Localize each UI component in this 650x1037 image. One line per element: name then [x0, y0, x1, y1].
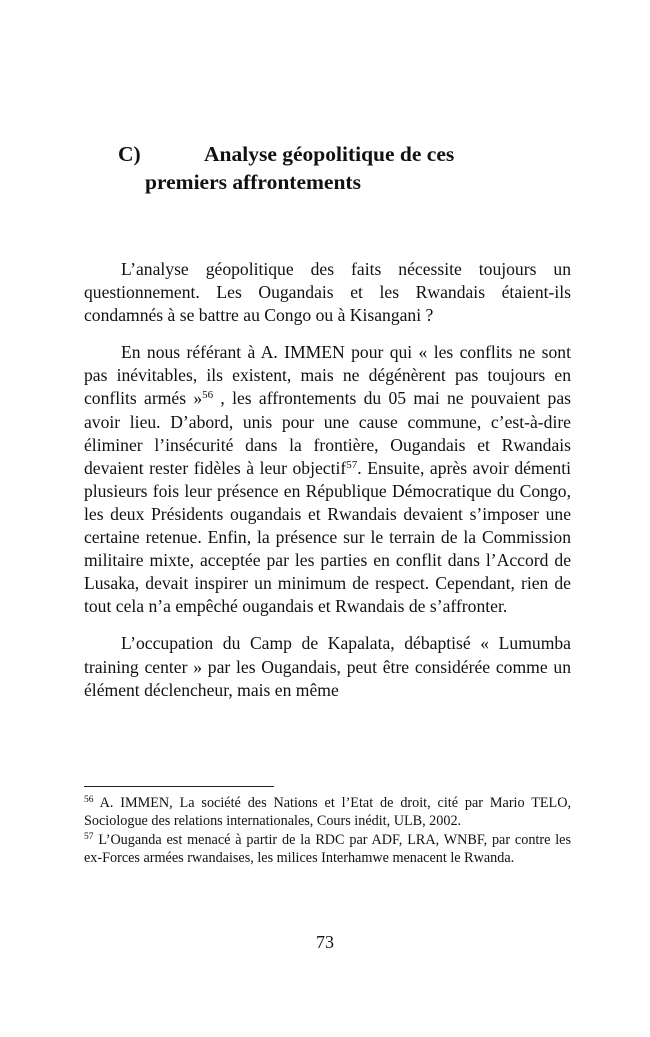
paragraph-2-part-b: , les affrontements du 05 mai ne pouvaient pas avoir lieu. D’abord, unis pour une cause commune, c’est-à-dire éliminer l’insécurité dans la frontière, Ougandais et Rwandais devaient rester fidèles à leur objectif: [84, 388, 571, 478]
footnotes: [84, 794, 571, 867]
paragraph-2-part-c: . Ensuite, après avoir démenti plusieurs fois leur présence en République Démocratique du Congo, les deux Présidents ougandais et Rwandais devaient s’imposer une certaine retenue. Enfin, la présence sur le terrain de la Commission militaire mixte, acceptée par les parties en conflit dans l’Accord de Lusaka, devait inspirer un minimum de respect. Cependant, rien de tout cela n’a empêché ougandais et Rwandais de s’affronter.: [84, 457, 571, 617]
paragraph-2-part-a: En nous référant à A. IMMEN pour qui « les conflits ne sont pas inévitables, ils existent, mais ne dégénèrent pas toujours en conflits armés »: [84, 342, 571, 409]
section-heading: [118, 140, 578, 196]
paragraph-3: L’occupation du Camp de Kapalata, débaptisé « Lumumba training center » par les Ougandais, peut être considérée comme un élément déclencheur, mais en même: [84, 633, 571, 700]
footnote-divider: [84, 786, 274, 787]
body-text: [84, 258, 571, 716]
footnote-56: [84, 794, 571, 831]
paragraph-2: [84, 341, 571, 618]
footnote-57-number: 57: [84, 831, 94, 842]
footnote-57: [84, 831, 571, 868]
section-title-line-2: premiers affrontements: [145, 170, 361, 194]
footnote-56-text: A. IMMEN, La société des Nations et l’Etat de droit, cité par Mario TELO, Sociologue des relations internationales, Cours inédit, ULB, 2002.: [84, 795, 571, 830]
footnote-ref-57: 57: [346, 458, 358, 471]
footnote-ref-56: 56: [202, 389, 214, 402]
section-title-line-1: Analyse géopolitique de ces: [204, 142, 455, 166]
paragraph-1: L’analyse géopolitique des faits nécessite toujours un questionnement. Les Ougandais et les Rwandais étaient-ils condamnés à se battre au Congo ou à Kisangani ?: [84, 259, 571, 326]
footnote-56-number: 56: [84, 795, 94, 805]
section-letter: C): [118, 142, 141, 166]
footnote-57-text: L’Ouganda est menacé à partir de la RDC par ADF, LRA, WNBF, par contre les ex-Forces armées rwandaises, les milices Interhamwe menacent le Rwanda.: [84, 831, 571, 866]
page-number: 73: [316, 932, 334, 952]
